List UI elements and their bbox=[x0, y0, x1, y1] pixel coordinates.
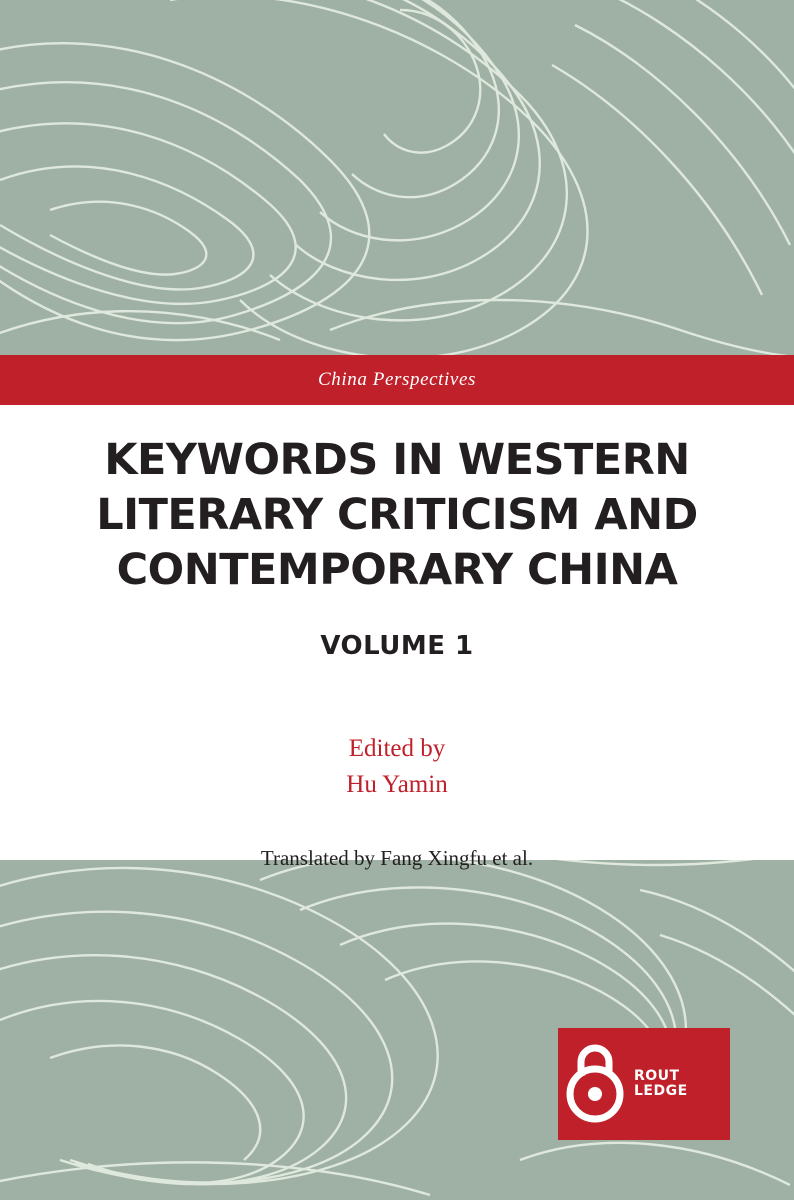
title-line-1: KEYWORDS IN WESTERN bbox=[104, 435, 690, 485]
edited-by-label: Edited by bbox=[348, 735, 446, 763]
publisher-name-line-1: ROUT bbox=[634, 1067, 680, 1084]
publisher-name bbox=[632, 1069, 688, 1099]
editor-name: Hu Yamin bbox=[346, 771, 448, 799]
series-name: China Perspectives bbox=[317, 369, 476, 390]
publisher-name-line-2: LEDGE bbox=[634, 1083, 688, 1099]
title-block bbox=[0, 405, 794, 870]
open-access-icon bbox=[558, 1028, 632, 1140]
page-title bbox=[70, 433, 724, 598]
title-line-2: LITERARY CRITICISM AND bbox=[96, 490, 698, 541]
publisher-logo bbox=[558, 1028, 730, 1140]
series-band bbox=[0, 355, 794, 405]
translator-credit: Translated by Fang Xingfu et al. bbox=[260, 845, 534, 870]
volume-label: VOLUME 1 bbox=[320, 631, 474, 662]
title-line-3: CONTEMPORARY CHINA bbox=[116, 545, 678, 596]
